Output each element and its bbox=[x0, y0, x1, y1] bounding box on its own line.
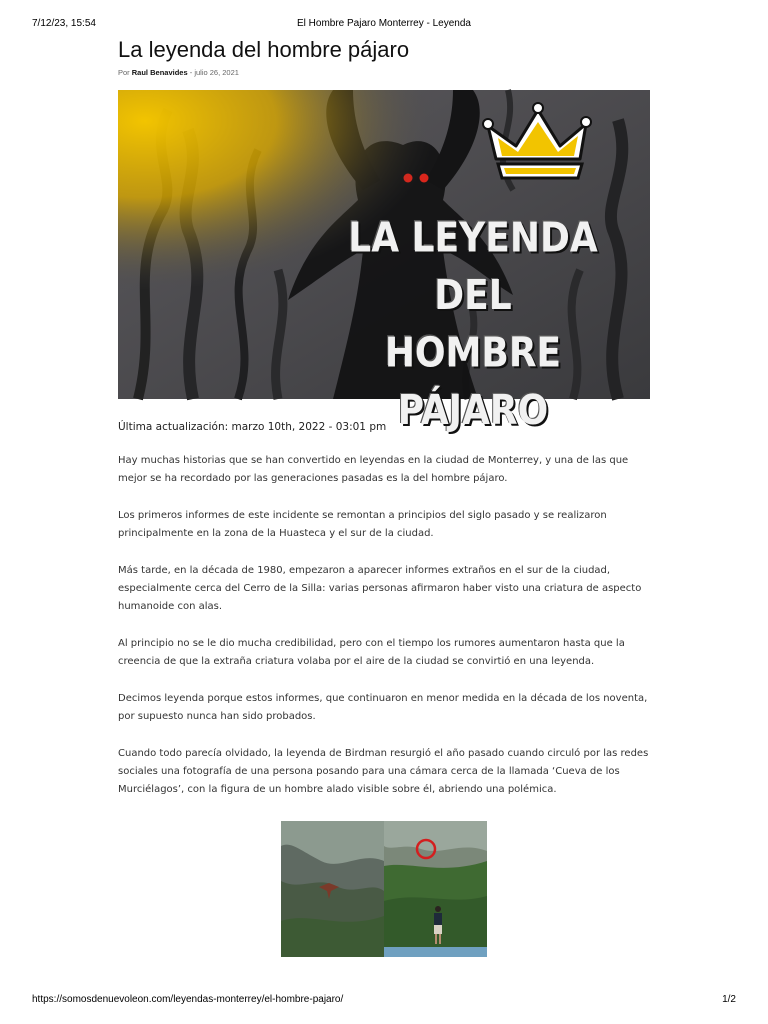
paragraph: Decimos leyenda porque estos informes, que continuaron en menor medida en la década de los noventa, por supuesto nunca han sido probados. bbox=[118, 693, 648, 722]
hero-title-line-1: LA LEYENDA DEL bbox=[348, 214, 598, 320]
paragraph: Más tarde, en la década de 1980, empezaron a aparecer informes extraños en el sur de la ciudad, especialmente cerca del Cerro de la Silla: varias personas afirmaron haber visto una criatura de aspecto humanoide con alas. bbox=[118, 565, 642, 612]
paragraph: Hay muchas historias que se han convertido en leyendas en la ciudad de Monterrey, y una de las que mejor se ha recordado por las generaciones pasadas es la del hombre pájaro. bbox=[118, 455, 629, 484]
author-link[interactable]: Raul Benavides bbox=[131, 68, 188, 77]
byline-separator: - bbox=[189, 68, 193, 77]
birdman-photo bbox=[281, 821, 487, 957]
article-title: La leyenda del hombre pájaro bbox=[118, 37, 410, 62]
paragraph: Cuando todo parecía olvidado, la leyenda de Birdman resurgió el año pasado cuando circuló por las redes sociales una fotografía de una persona posando para una cámara cerca de la llamada ‘Cueva de los Murciélagos’, con la figura de un hombre alado visible sobre él, abriendo una polémica. bbox=[118, 748, 649, 795]
photo-illustration bbox=[281, 821, 487, 957]
hero-title-line-2: HOMBRE PÁJARO bbox=[384, 329, 562, 435]
print-header bbox=[32, 18, 736, 32]
print-doc-title: El Hombre Pajaro Monterrey - Leyenda bbox=[297, 18, 471, 29]
byline-prefix: Por bbox=[118, 68, 130, 77]
hero-title-text bbox=[308, 210, 638, 440]
last-updated: Última actualización: marzo 10th, 2022 - 03:01 pm bbox=[118, 421, 387, 433]
paragraph: Los primeros informes de este incidente se remontan a principios del siglo pasado y se realizaron principalmente en la zona de la Huasteca y el sur de la ciudad. bbox=[118, 510, 607, 539]
print-page-number: 1/2 bbox=[722, 994, 736, 1005]
publish-date: julio 26, 2021 bbox=[194, 68, 239, 77]
article bbox=[118, 36, 650, 957]
byline bbox=[118, 68, 650, 77]
print-footer bbox=[32, 994, 736, 1008]
print-datetime: 7/12/23, 15:54 bbox=[32, 18, 96, 29]
paragraph: Al principio no se le dio mucha credibilidad, pero con el tiempo los rumores aumentaron hasta que la creencia de que la extraña criatura volaba por el aire de la ciudad se convirtió en una leyenda. bbox=[118, 638, 625, 667]
print-url: https://somosdenuevoleon.com/leyendas-monterrey/el-hombre-pajaro/ bbox=[32, 994, 344, 1005]
